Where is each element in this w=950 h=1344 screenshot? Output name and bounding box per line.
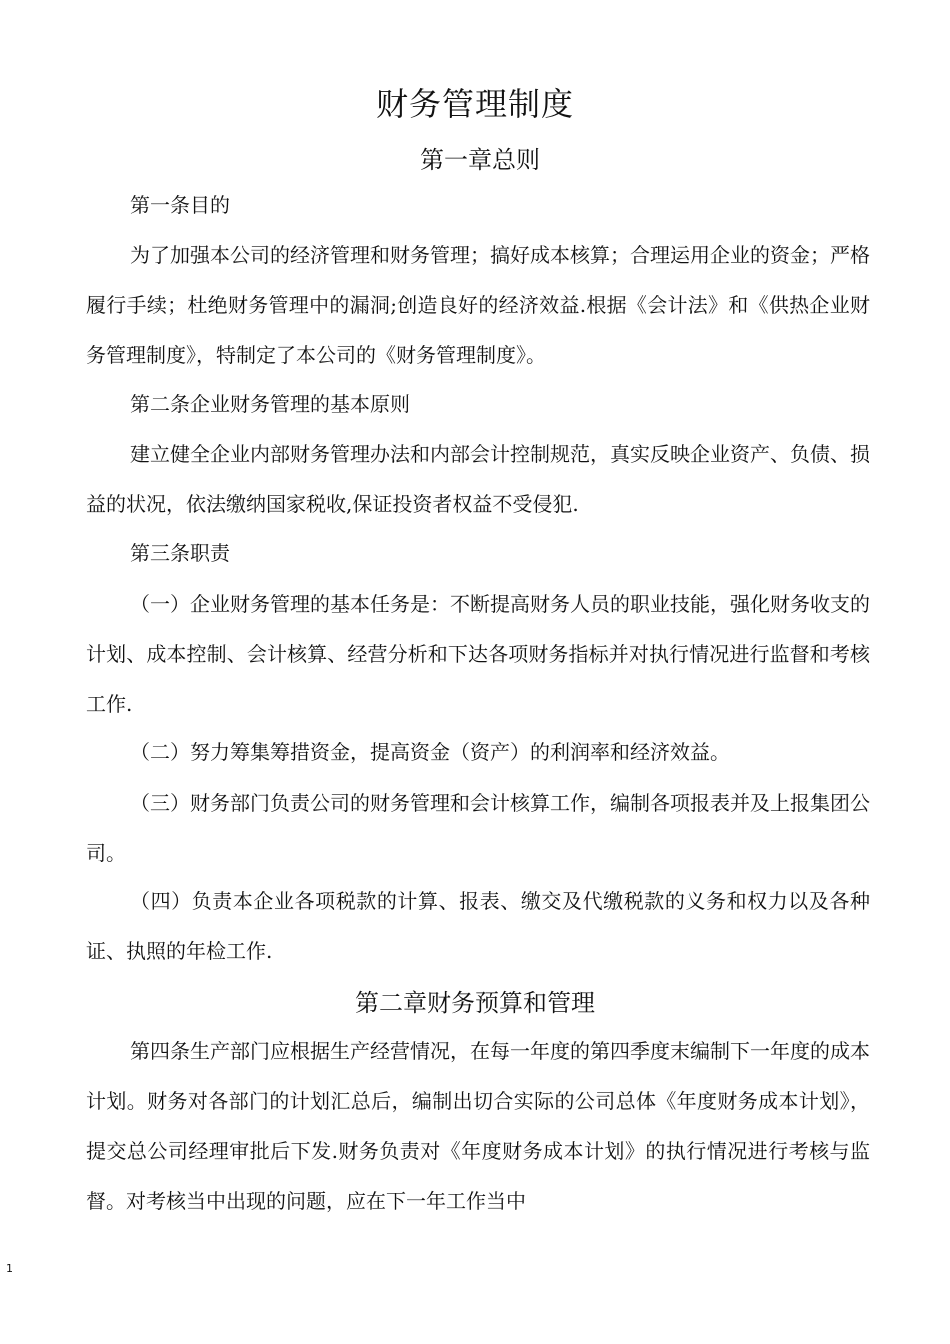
article-2-paragraph: 建立健全企业内部财务管理办法和内部会计控制规范，真实反映企业资产、负债、损益的状况，依法缴纳国家税收,保证投资者权益不受侵犯. (86, 442, 870, 516)
article-3-item-4: （四）负责本企业各项税款的计算、报表、缴交及代缴税款的义务和权力以及各种证、执照的年检工作. (86, 889, 870, 963)
article-4-paragraph: 第四条生产部门应根据生产经营情况，在每一年度的第四季度末编制下一年度的成本计划。财务对各部门的计划汇总后，编制出切合实际的公司总体《年度财务成本计划》，提交总公司经理审批后下发.财务负责对《年度财务成本计划》的执行情况进行考核与监督。对考核当中出现的问题，应在下一年工作当中 (86, 1039, 870, 1213)
article-1-heading: 第一条目的 (130, 193, 230, 217)
chapter-2-heading: 第二章财务预算和管理 (355, 989, 595, 1017)
article-2-heading: 第二条企业财务管理的基本原则 (130, 392, 410, 416)
page-number: 1 (6, 1262, 13, 1275)
article-3-item-1: （一）企业财务管理的基本任务是：不断提高财务人员的职业技能，强化财务收支的计划、成本控制、会计核算、经营分析和下达各项财务指标并对执行情况进行监督和考核工作. (86, 592, 870, 716)
article-1-paragraph: 为了加强本公司的经济管理和财务管理；搞好成本核算；合理运用企业的资金；严格履行手续；杜绝财务管理中的漏洞;创造良好的经济效益.根据《会计法》和《供热企业财务管理制度》，特制定了本公司的《财务管理制度》。 (86, 243, 870, 367)
chapter-1-heading: 第一章总则 (420, 146, 540, 174)
article-3-item-3: （三）财务部门负责公司的财务管理和会计核算工作，编制各项报表并及上报集团公司。 (86, 791, 870, 865)
document-title: 财务管理制度 (375, 85, 574, 123)
article-3-item-2: （二）努力筹集筹措资金，提高资金（资产）的利润率和经济效益。 (130, 740, 730, 764)
article-3-heading: 第三条职责 (130, 541, 230, 565)
